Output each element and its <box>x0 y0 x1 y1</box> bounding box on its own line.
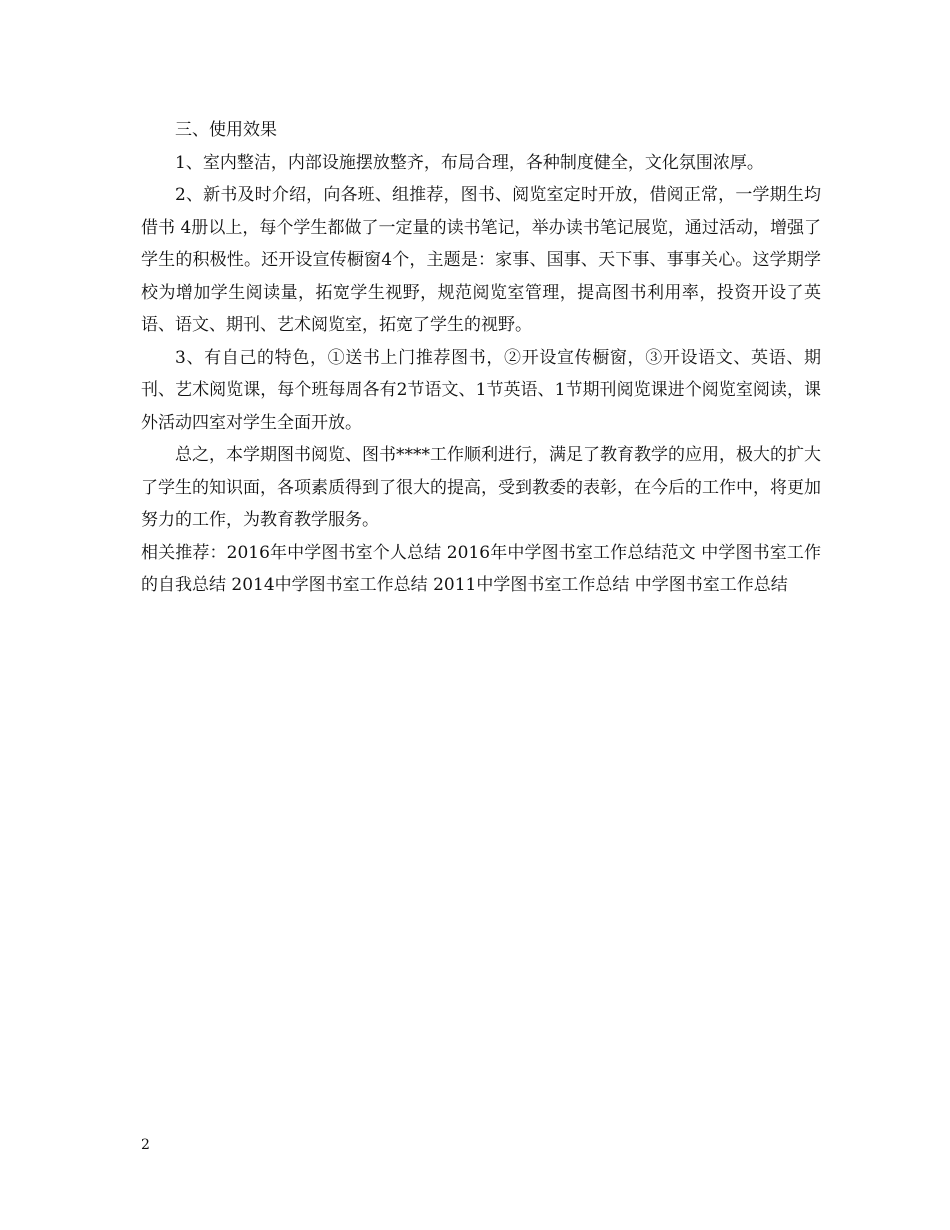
paragraph-2: 2、新书及时介绍，向各班、组推荐，图书、阅览室定时开放，借阅正常，一学期生均借书 4册以上，每个学生都做了一定量的读书笔记，举办读书笔记展览，通过活动，增强了学生的积极性。还开设宣传橱窗4个，主题是：家事、国事、天下事、事事关心。这学期学校为增加学生阅读量，拓宽学生视野，规范阅览室管理，提高图书利用率，投资开设了英语、语文、期刊、艺术阅览室，拓宽了学生的视野。 <box>141 185 821 335</box>
page-number: 2 <box>141 1137 150 1153</box>
paragraph-summary: 总之，本学期图书阅览、图书****工作顺利进行，满足了教育教学的应用，极大的扩大了学生的知识面，各项素质得到了很大的提高，受到教委的表彰，在今后的工作中，将更加努力的工作，为教育教学服务。 <box>141 445 821 530</box>
related-recommendations: 相关推荐：2016年中学图书室个人总结 2016年中学图书室工作总结范文 中学图书室工作的自我总结 2014中学图书室工作总结 2011中学图书室工作总结 中学图书室工作总结 <box>141 542 821 595</box>
paragraph-1: 1、室内整洁，内部设施摆放整齐，布局合理，各种制度健全，文化氛围浓厚。 <box>175 152 764 173</box>
section-heading: 三、使用效果 <box>175 120 277 140</box>
document-body <box>141 114 821 602</box>
paragraph-3: 3、有自己的特色，①送书上门推荐图书，②开设宣传橱窗，③开设语文、英语、期刊、艺术阅览课，每个班每周各有2节语文、1节英语、1节期刊阅览课进个阅览室阅读，课外活动四室对学生全面开放。 <box>141 347 821 433</box>
